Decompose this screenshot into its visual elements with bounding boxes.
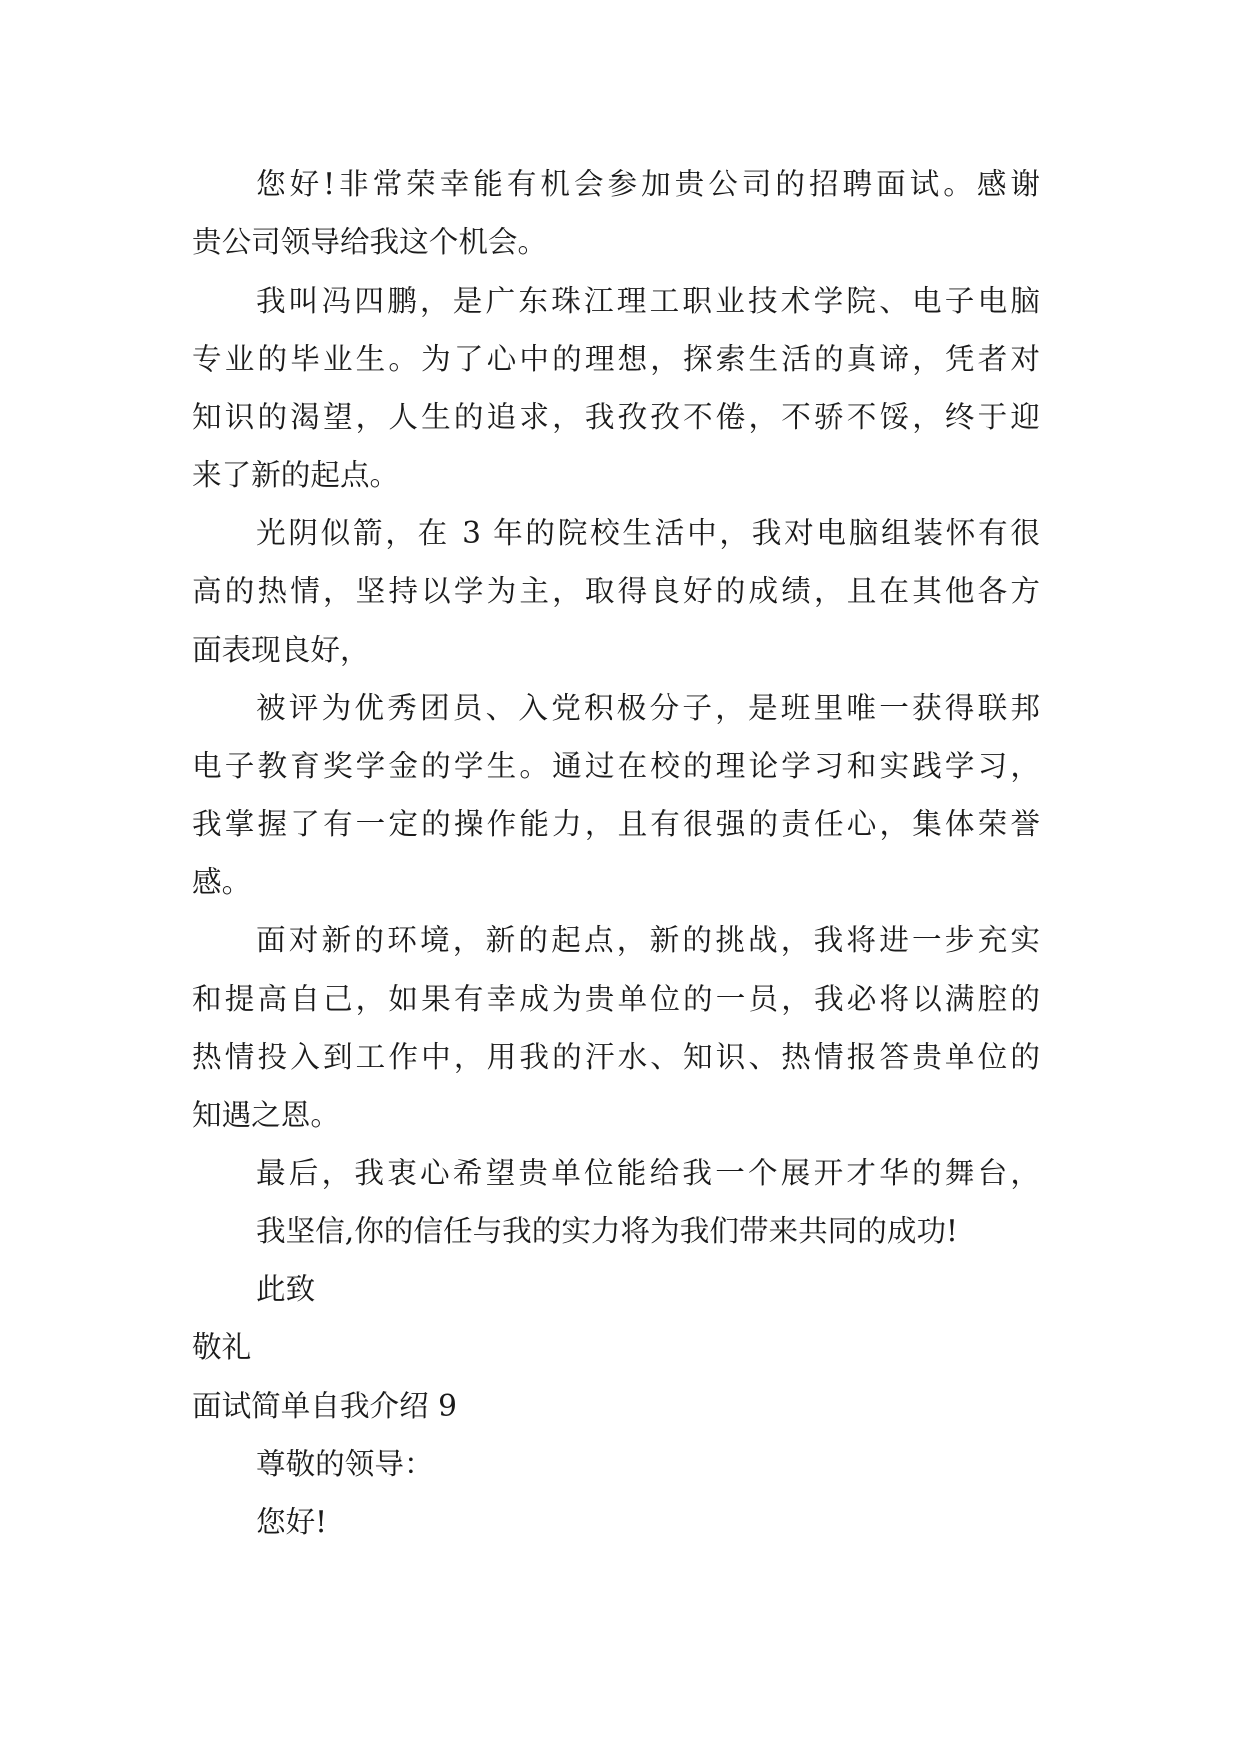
text-line: 贵公司领导给我这个机会。 bbox=[192, 225, 548, 259]
text-line: 感。 bbox=[192, 865, 252, 899]
text-line: 知识的渴望，人生的追求，我孜孜不倦，不骄不馁，终于迎 bbox=[192, 400, 1040, 434]
text-line: 我坚信,你的信任与我的实力将为我们带来共同的成功! bbox=[256, 1214, 958, 1248]
text-line: 热情投入到工作中，用我的汗水、知识、热情报答贵单位的 bbox=[192, 1040, 1040, 1074]
text-line: 最后，我衷心希望贵单位能给我一个展开才华的舞台， bbox=[256, 1156, 1040, 1190]
text-line: 我掌握了有一定的操作能力，且有很强的责任心，集体荣誉 bbox=[192, 807, 1040, 841]
text-line: 高的热情，坚持以学为主，取得良好的成绩，且在其他各方 bbox=[192, 574, 1040, 608]
text-line: 电子教育奖学金的学生。通过在校的理论学习和实践学习， bbox=[192, 749, 1040, 783]
text-line: 我叫冯四鹏，是广东珠江理工职业技术学院、电子电脑 bbox=[256, 284, 1040, 318]
section-heading: 面试简单自我介绍 9 bbox=[192, 1389, 457, 1423]
text-line: 面表现良好， bbox=[192, 633, 370, 667]
text-line: 知遇之恩。 bbox=[192, 1098, 340, 1132]
text-line: 和提高自己，如果有幸成为贵单位的一员，我必将以满腔的 bbox=[192, 982, 1040, 1016]
text-line: 尊敬的领导： bbox=[256, 1447, 434, 1481]
text-line: 来了新的起点。 bbox=[192, 458, 400, 492]
text-line: 您好!非常荣幸能有机会参加贵公司的招聘面试。感谢 bbox=[256, 167, 1040, 201]
text-line: 敬礼 bbox=[192, 1330, 252, 1364]
text-line: 面对新的环境，新的起点，新的挑战，我将进一步充实 bbox=[256, 923, 1040, 957]
text-line: 专业的毕业生。为了心中的理想，探索生活的真谛，凭者对 bbox=[192, 342, 1040, 376]
text-line: 光阴似箭，在 3 年的院校生活中，我对电脑组装怀有很 bbox=[256, 516, 1040, 550]
text-line: 此致 bbox=[256, 1272, 316, 1306]
text-line: 被评为优秀团员、入党积极分子，是班里唯一获得联邦 bbox=[256, 691, 1040, 725]
text-line: 您好! bbox=[256, 1505, 328, 1539]
